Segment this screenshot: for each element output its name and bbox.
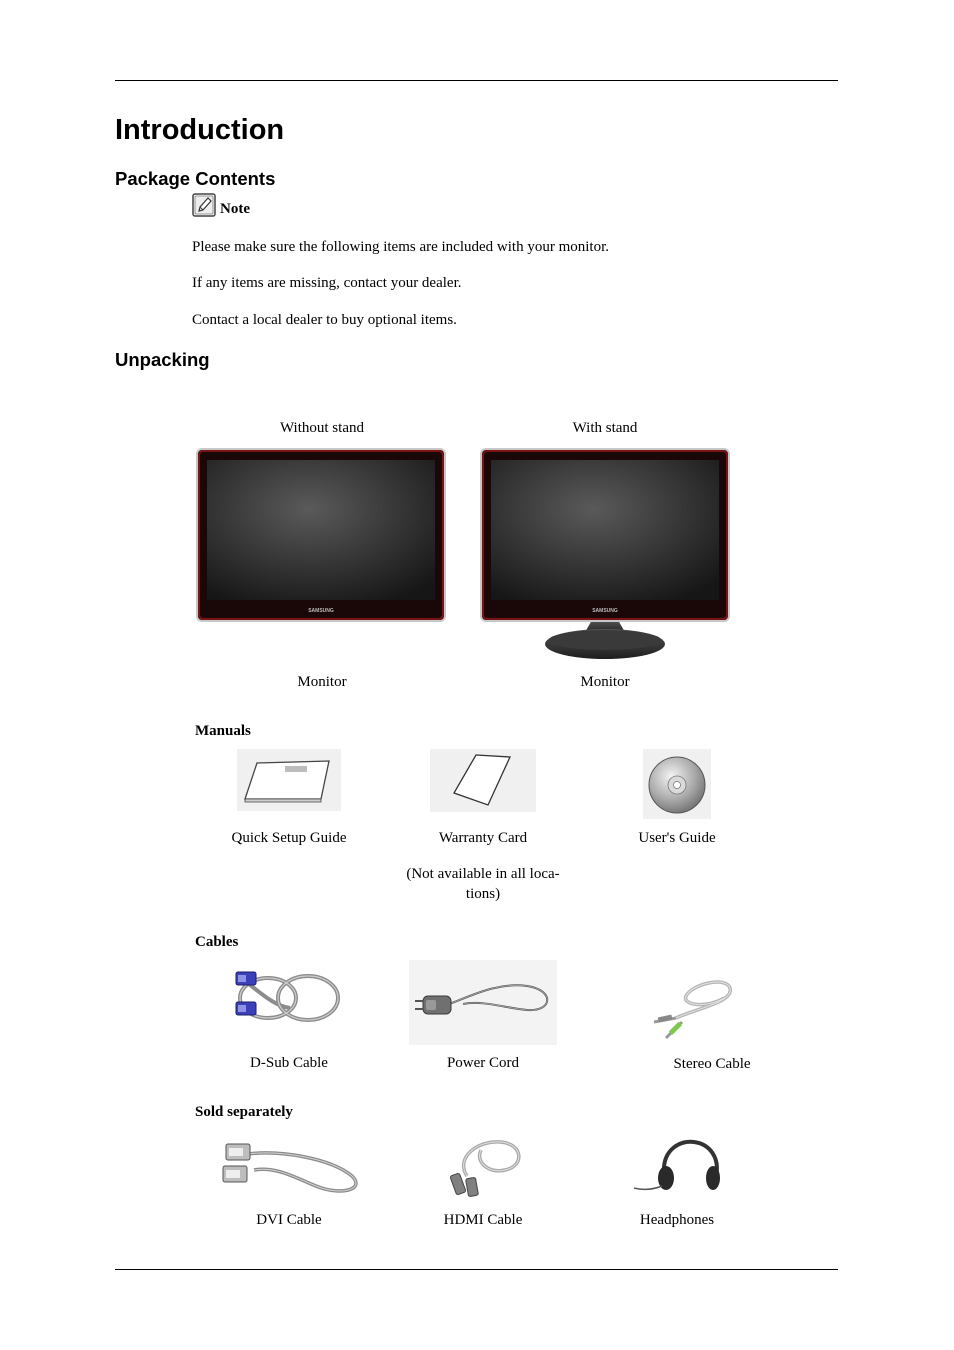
warranty-card-availability-note: (Not available in all loca- tions) xyxy=(406,866,560,902)
unpacking-heading: Unpacking xyxy=(115,349,210,370)
users-guide-label: User's Guide xyxy=(638,830,716,846)
paragraph-items-missing: If any items are missing, contact your dealer. xyxy=(192,275,462,291)
package-contents-heading: Package Contents xyxy=(115,168,276,189)
note-block xyxy=(192,193,250,217)
warranty-card-label: Warranty Card xyxy=(438,830,528,846)
top-rule xyxy=(115,80,838,81)
hdmi-cable-label: HDMI Cable xyxy=(443,1212,523,1228)
d-sub-cable-image xyxy=(230,968,345,1030)
paragraph-optional-items: Contact a local dealer to buy optional items. xyxy=(192,312,457,328)
headphones-image xyxy=(632,1138,722,1196)
warranty-card-image xyxy=(430,749,536,812)
stereo-cable-image xyxy=(648,978,738,1046)
note-pencil-icon xyxy=(192,193,216,217)
dvi-cable-image xyxy=(220,1136,360,1196)
manuals-heading: Manuals xyxy=(195,723,251,739)
monitor-without-stand-caption: Monitor xyxy=(297,674,347,690)
monitor-brand-text: SAMSUNG xyxy=(308,608,334,614)
quick-setup-guide-label: Quick Setup Guide xyxy=(231,830,347,846)
monitor-without-stand-label: Without stand xyxy=(280,420,364,436)
bottom-rule xyxy=(115,1269,838,1270)
sold-separately-heading: Sold separately xyxy=(195,1104,293,1120)
monitor-with-stand-caption: Monitor xyxy=(580,674,630,690)
hdmi-cable-image xyxy=(445,1136,523,1198)
page-title: Introduction xyxy=(115,114,285,146)
paragraph-items-included: Please make sure the following items are included with your monitor. xyxy=(192,239,609,255)
note-label: Note xyxy=(220,201,250,217)
monitor-brand-text: SAMSUNG xyxy=(592,608,618,614)
stereo-cable-label: Stereo Cable xyxy=(673,1056,751,1072)
users-guide-cd-image xyxy=(643,749,711,819)
power-cord-image xyxy=(409,960,557,1045)
d-sub-cable-label: D-Sub Cable xyxy=(250,1055,328,1071)
power-cord-label: Power Cord xyxy=(446,1055,520,1071)
cables-heading: Cables xyxy=(195,934,239,950)
monitor-with-stand-label: With stand xyxy=(572,420,638,436)
monitor-without-stand-image xyxy=(196,448,446,623)
monitor-with-stand-image xyxy=(480,448,730,663)
dvi-cable-label: DVI Cable xyxy=(256,1212,322,1228)
headphones-label: Headphones xyxy=(639,1212,715,1228)
quick-setup-guide-image xyxy=(237,749,341,811)
